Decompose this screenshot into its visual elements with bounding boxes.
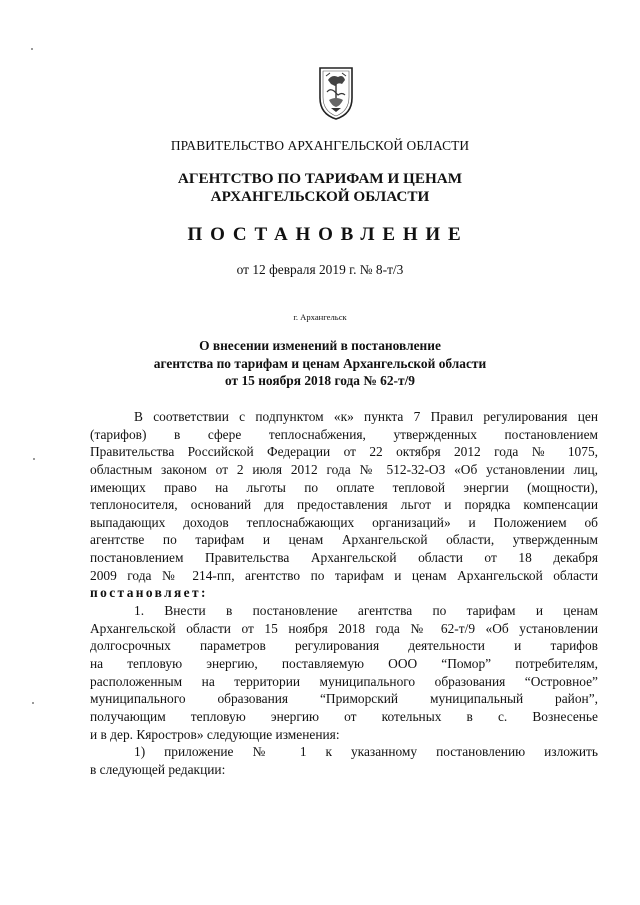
scan-speck — [33, 458, 35, 460]
subject-line3: от 15 ноября 2018 года № 62-т/9 — [225, 373, 415, 388]
coat-of-arms-icon — [316, 62, 356, 122]
document-type-title: ПОСТАНОВЛЕНИЕ — [187, 224, 469, 245]
document-city: г. Архангельск — [293, 312, 347, 322]
resolves-word: постановляет — [90, 585, 202, 601]
body-line: 1. Внести в постановление агентства по тарифам и ценам — [134, 603, 598, 619]
body-line: агентстве по тарифам и ценам Архангельской области, утвержденным — [90, 532, 598, 548]
resolves-line — [90, 584, 598, 602]
scan-speck — [31, 48, 33, 50]
agency-name — [0, 170, 640, 206]
scan-speck — [32, 702, 34, 704]
agency-name-line1: АГЕНТСТВО ПО ТАРИФАМ И ЦЕНАМ — [177, 170, 463, 187]
agency-name-line2: АРХАНГЕЛЬСКОЙ ОБЛАСТИ — [210, 188, 430, 205]
body-line: имеющих право на льготы по оплате тепловой энергии (мощности), — [90, 479, 598, 495]
subject-line2: агентства по тарифам и ценам Архангельской области — [153, 355, 487, 371]
body-line: на тепловую энергию, поставляемую ООО “Помор” потребителям, — [90, 655, 598, 671]
government-name: ПРАВИТЕЛЬСТВО АРХАНГЕЛЬСКОЙ ОБЛАСТИ — [170, 138, 470, 153]
document-date-number: от 12 февраля 2019 г. № 8-т/3 — [236, 262, 404, 277]
body-line: постановлением Правительства Архангельской области от 18 декабря — [90, 550, 598, 566]
body-line: (тарифов) в сфере теплоснабжения, утвержденных постановлением — [90, 426, 598, 442]
body-line: получающим тепловую энергию от котельных в с. Вознесенье — [90, 708, 598, 724]
document-body — [90, 408, 598, 778]
document-subject — [0, 337, 640, 390]
body-line: Архангельской области от 15 ноября 2018 года № 62-т/9 «Об установлении — [90, 620, 598, 636]
body-line: 1) приложение № 1 к указанному постановлению изложить — [134, 744, 598, 760]
body-line: теплоносителя, оснований для предоставления льгот и порядка компенсации — [90, 497, 598, 513]
resolves-colon: : — [201, 585, 206, 601]
body-line: долгосрочных параметров регулирования деятельности и тарифов — [90, 638, 598, 654]
body-line: расположенным на территории муниципального образования “Островное” — [90, 673, 598, 689]
body-line: и в дер. Кяростров» следующие изменения: — [90, 726, 340, 742]
body-line: выпадающих доходов теплоснабжающих организаций» и Положением об — [90, 514, 598, 530]
body-line: муниципального образования “Приморский муниципальный район”, — [90, 691, 598, 707]
body-line: 2009 года № 214-пп, агентство по тарифам и ценам Архангельской области — [90, 567, 598, 583]
body-line: в следующей редакции: — [90, 761, 226, 777]
body-line: областным законом от 2 июля 2012 года № 512-32-ОЗ «Об установлении лиц, — [90, 461, 598, 477]
subject-line1: О внесении изменений в постановление — [199, 338, 441, 353]
body-line: Правительства Российской Федерации от 22 октября 2012 года № 1075, — [90, 444, 598, 460]
body-line: В соответствии с подпунктом «к» пункта 7 Правил регулирования цен — [134, 409, 598, 424]
